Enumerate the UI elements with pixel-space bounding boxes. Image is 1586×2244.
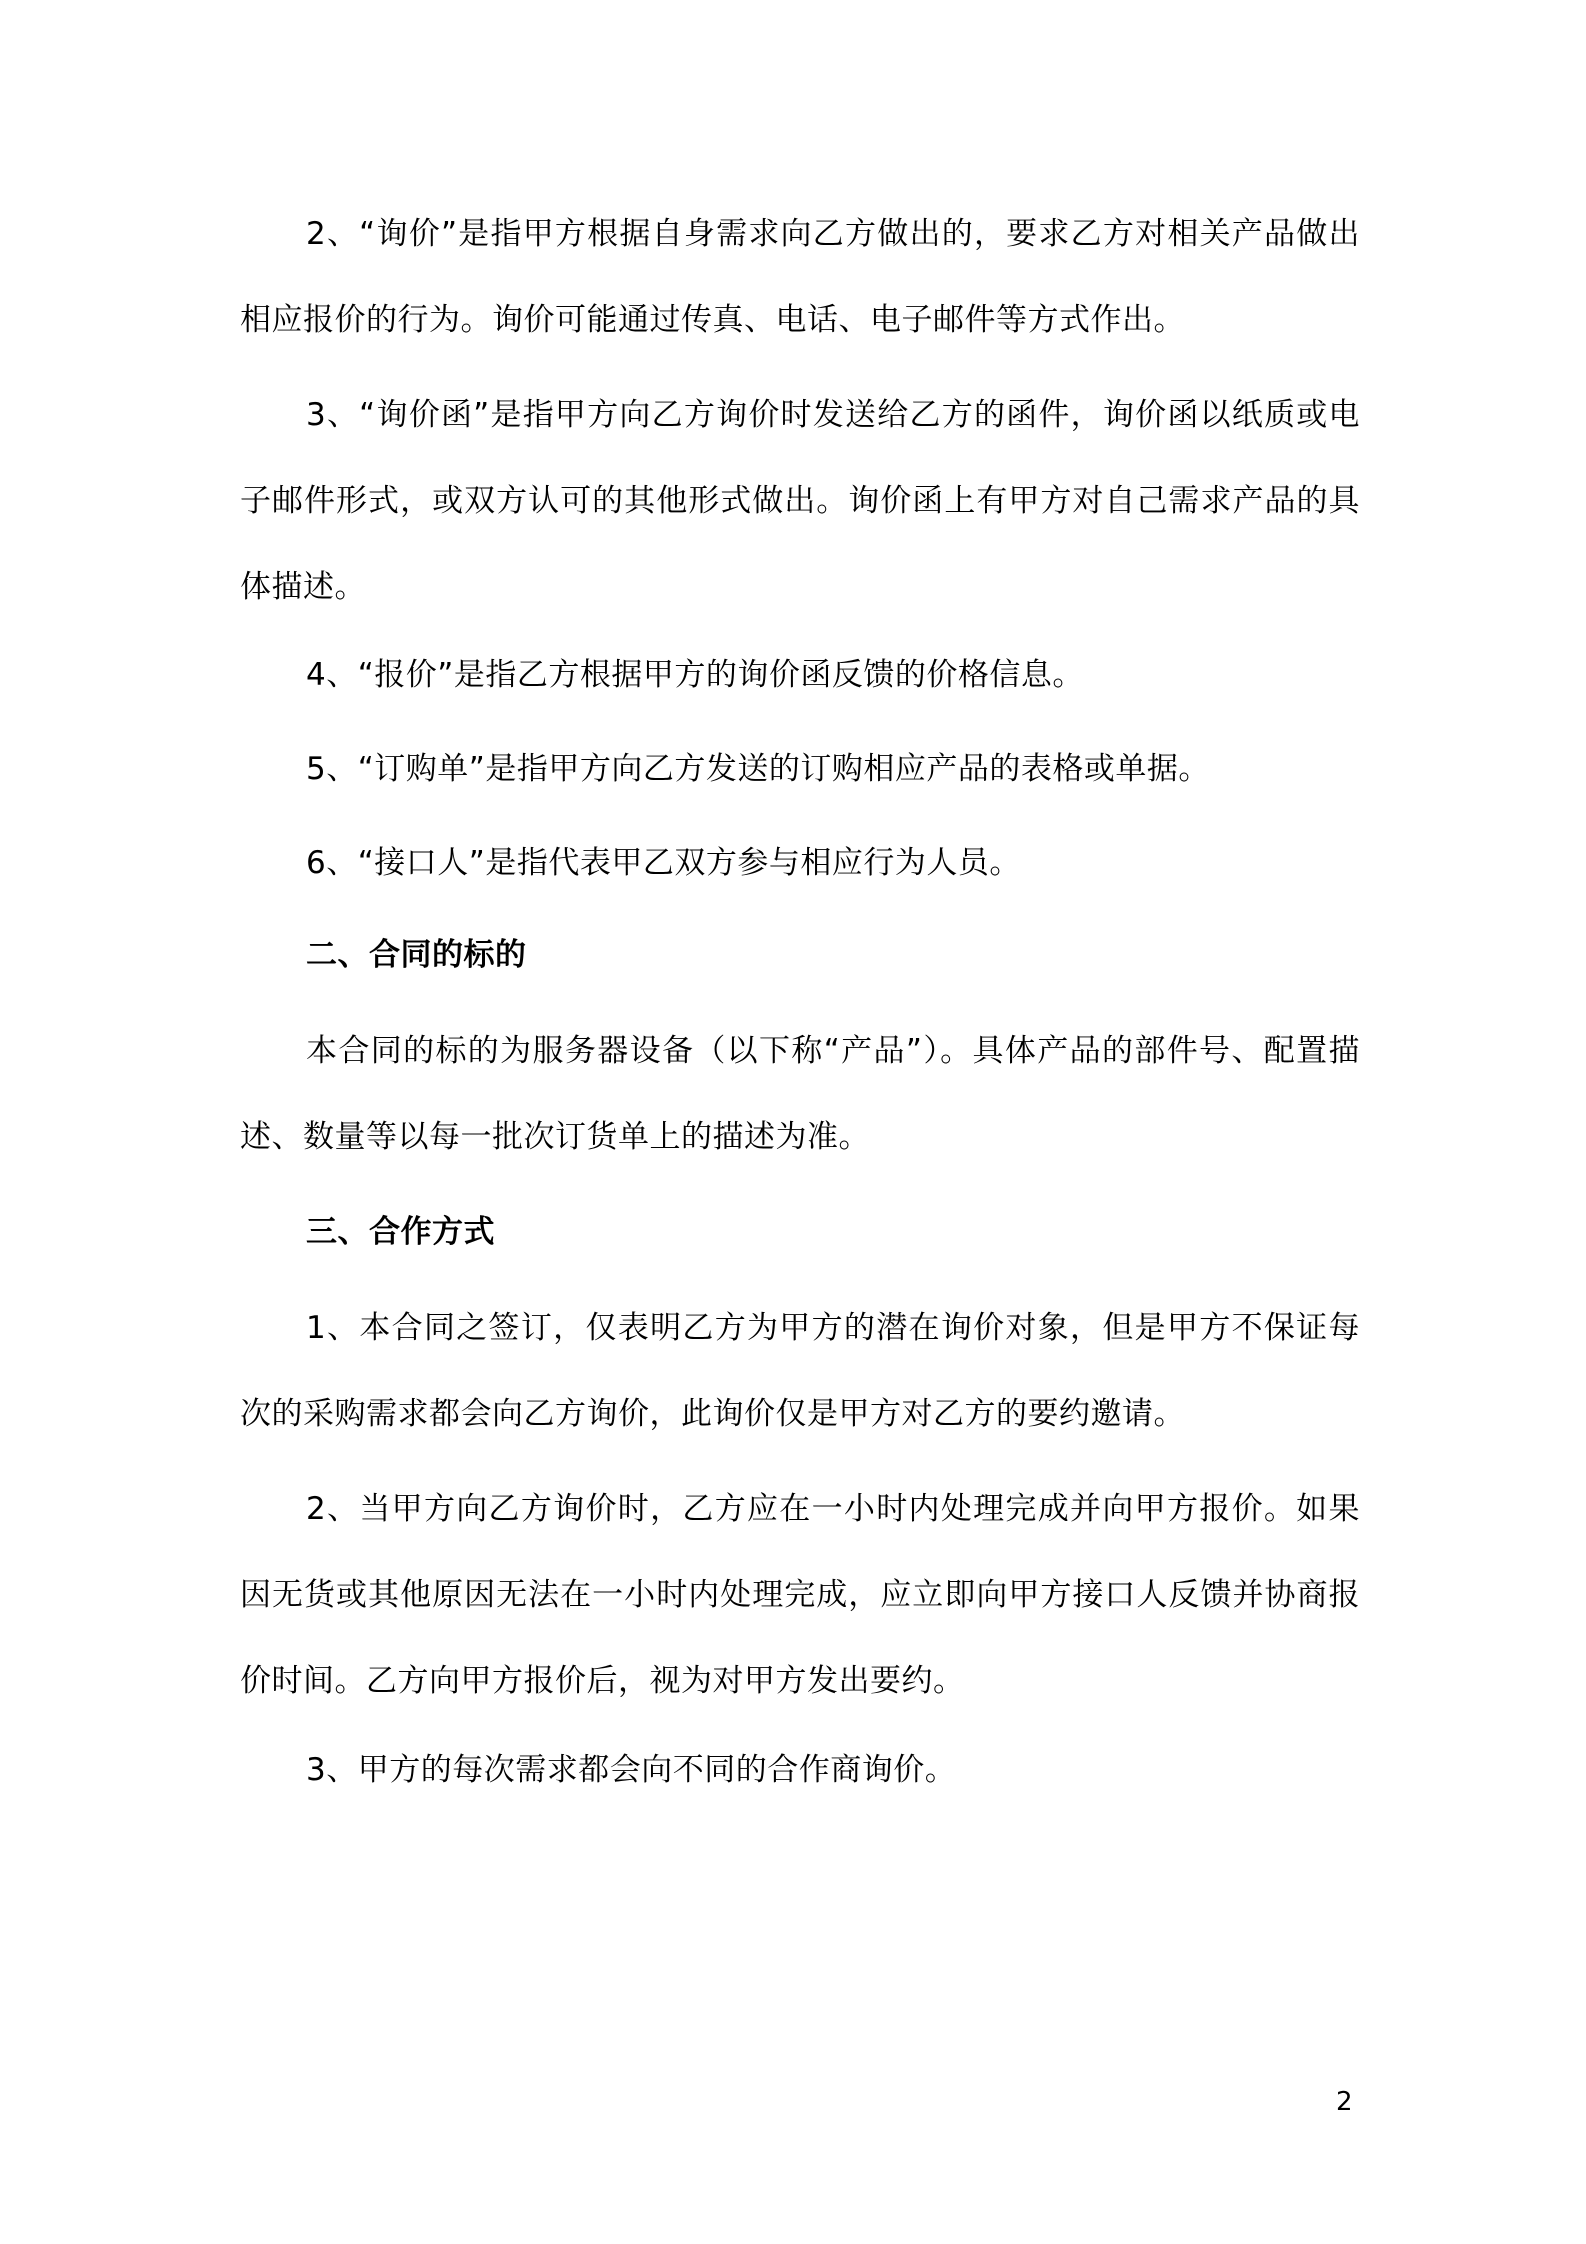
definition-inquiry: 2、“询价”是指甲方根据自身需求向乙方做出的，要求乙方对相关产品做出相应报价的行为。询价可能通过传真、电话、电子邮件等方式作出。: [240, 216, 1360, 338]
cooperation-clause-1: 1、本合同之签订，仅表明乙方为甲方的潜在询价对象，但是甲方不保证每次的采购需求都会向乙方询价，此询价仅是甲方对乙方的要约邀请。: [240, 1310, 1360, 1432]
definition-purchase-order: 5、“订购单”是指甲方向乙方发送的订购相应产品的表格或单据。: [306, 751, 1210, 787]
subject-matter-paragraph: 本合同的标的为服务器设备（以下称“产品”）。具体产品的部件号、配置描述、数量等以每一批次订货单上的描述为准。: [240, 1033, 1360, 1155]
cooperation-clause-3: 3、甲方的每次需求都会向不同的合作商询价。: [306, 1752, 957, 1788]
cooperation-clause-2: 2、当甲方向乙方询价时，乙方应在一小时内处理完成并向甲方报价。如果因无货或其他原因无法在一小时内处理完成，应立即向甲方接口人反馈并协商报价时间。乙方向甲方报价后，视为对甲方发出要约。: [240, 1491, 1360, 1699]
page-number: 2: [1336, 2087, 1353, 2117]
section-heading-cooperation: 三、合作方式: [306, 1214, 495, 1250]
definition-quotation: 4、“报价”是指乙方根据甲方的询价函反馈的价格信息。: [306, 657, 1084, 693]
section-heading-subject-matter: 二、合同的标的: [306, 937, 527, 973]
definition-contact-person: 6、“接口人”是指代表甲乙双方参与相应行为人员。: [306, 845, 1021, 881]
definition-inquiry-letter: 3、“询价函”是指甲方向乙方询价时发送给乙方的函件，询价函以纸质或电子邮件形式，或双方认可的其他形式做出。询价函上有甲方对自己需求产品的具体描述。: [240, 397, 1360, 605]
